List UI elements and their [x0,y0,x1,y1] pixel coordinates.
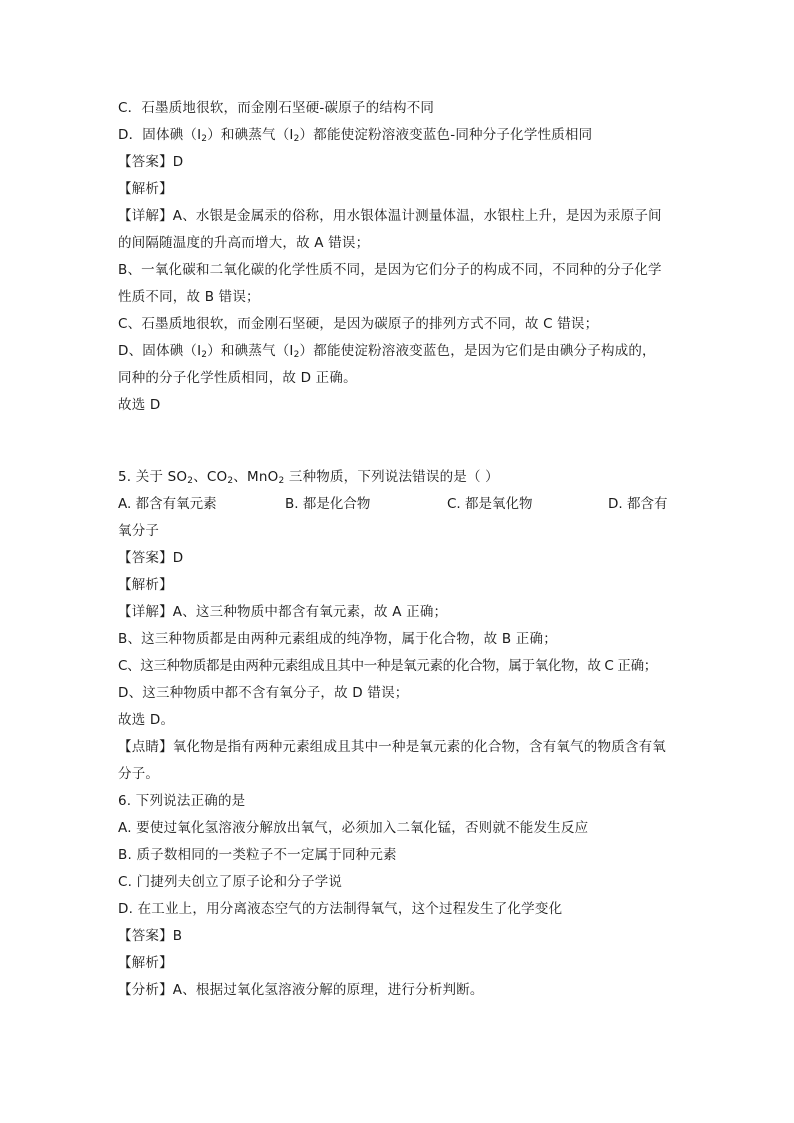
prev-option-d-mid2: ）都能使淀粉溶液变蓝色-同种分子化学性质相同 [299,127,593,143]
q5-detail-line: 【详解】A、这三种物质中都含有氧元素，故 A 正确； [118,604,448,620]
q5-stem-mid1: 、CO [193,469,228,485]
prev-detail-line6-mid1: ）和碘蒸气（I [207,343,294,359]
prev-answer: 【答案】D [118,154,184,170]
prev-option-d-mid1: ）和碘蒸气（I [207,127,294,143]
q5-detail-line: C、这三种物质都是由两种元素组成且其中一种是氧元素的化合物，属于氧化物，故 C 正确； [118,658,657,674]
q5-analysis-label: 【解析】 [118,577,173,593]
q5-option-a: A. 都含有氧元素 [118,496,217,512]
subscript: 2 [201,350,208,360]
q5-stem-prefix: 5. 关于 SO [118,469,188,485]
q5-options [118,491,678,518]
prev-analysis-label: 【解析】 [118,181,173,197]
prev-detail-line6-prefix: D、固体碘（I [118,343,202,359]
prev-detail-line: 同种的分子化学性质相同，故 D 正确。 [118,370,357,386]
q5-option-d-continued: 氧分子 [118,523,160,539]
q6-analysis-label: 【解析】 [118,955,173,971]
q6-option-b: B. 质子数相同的一类粒子不一定属于同种元素 [118,847,397,863]
q6-answer: 【答案】B [118,928,183,944]
q5-option-b: B. 都是化合物 [285,496,371,512]
prev-detail-line: 的间隔随温度的升高而增大，故 A 错误； [118,235,370,251]
subscript: 2 [293,134,300,144]
prev-option-d [118,122,678,149]
q5-answer: 【答案】D [118,550,184,566]
prev-detail-line [118,338,678,365]
q5-detail-line: D、这三种物质中都不含有氧分子，故 D 错误； [118,685,409,701]
prev-option-d-prefix: D．固体碘（I [118,127,202,143]
subscript: 2 [278,476,285,486]
prev-detail-line: B、一氧化碳和二氧化碳的化学性质不同，是因为它们分子的构成不同，不同种的分子化学 [118,262,662,278]
q5-detail-line: B、这三种物质都是由两种元素组成的纯净物，属于化合物，故 B 正确； [118,631,557,647]
prev-detail-line: 性质不同，故 B 错误； [118,289,260,305]
prev-detail-line: 【详解】A、水银是金属汞的俗称，用水银体温计测量体温，水银柱上升，是因为汞原子间 [118,208,662,224]
prev-conclusion: 故选 D [118,397,161,413]
subscript: 2 [187,476,194,486]
q5-stem [118,464,678,491]
q5-stem-mid2: 、MnO [233,469,279,485]
q5-option-d: D. 都含有 [608,496,668,512]
q5-conclusion: 故选 D。 [118,712,175,728]
q6-stem: 6. 下列说法正确的是 [118,793,246,809]
q6-option-a: A. 要使过氧化氢溶液分解放出氧气，必须加入二氧化锰，否则就不能发生反应 [118,820,589,836]
q5-option-c: C. 都是氧化物 [447,496,533,512]
document-page [118,95,678,1004]
q5-note-line: 【点睛】氧化物是指有两种元素组成且其中一种是氧元素的化合物，含有氧气的物质含有氧 [118,739,666,755]
prev-detail-line: C、石墨质地很软，而金刚石坚硬，是因为碳原子的排列方式不同，故 C 错误； [118,316,599,332]
q6-option-d: D. 在工业上，用分离液态空气的方法制得氧气，这个过程发生了化学变化 [118,901,563,917]
prev-detail-line6-mid2: ）都能使淀粉溶液变蓝色，是因为它们是由碘分子构成的， [299,343,656,359]
subscript: 2 [293,350,300,360]
q6-option-c: C. 门捷列夫创立了原子论和分子学说 [118,874,343,890]
prev-option-c: C．石墨质地很软，而金刚石坚硬-碳原子的结构不同 [118,100,435,116]
subscript: 2 [201,134,208,144]
subscript: 2 [227,476,234,486]
q5-stem-suffix: 三种物质，下列说法错误的是（ ） [284,469,499,485]
q6-analysis-line: 【分析】A、根据过氧化氢溶液分解的原理，进行分析判断。 [118,982,484,998]
q5-note-line: 分子。 [118,766,160,782]
